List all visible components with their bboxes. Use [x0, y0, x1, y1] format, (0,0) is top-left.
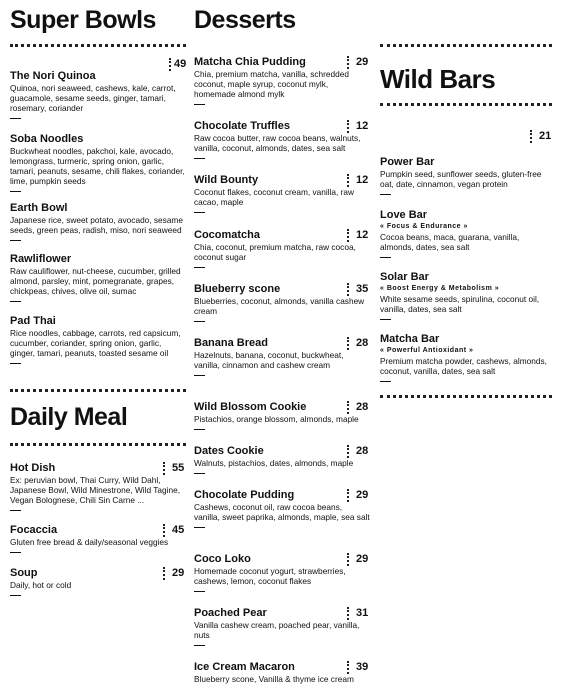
menu-item-power-bar [380, 156, 552, 195]
item-description: Daily, hot or cold [10, 580, 72, 590]
item-price: 29 [172, 567, 185, 579]
item-dash [10, 240, 21, 241]
item-description: Raw cocoa butter, raw cocoa beans, walnuts, vanilla, coconut, almonds, dates, sea salt [194, 133, 361, 153]
price-separator [347, 445, 349, 458]
item-description: Homemade coconut yogurt, strawberries, cashews, lemon, coconut flakes [194, 566, 346, 586]
menu-item-focaccia [10, 524, 186, 553]
item-description: Ex: peruvian bowl, Thai Curry, Wild Dahl, Japanese Bowl, Wild Minestrone, Wild Tagine, Vegan Bolognese, Chili Sin Carne ... [10, 475, 181, 505]
price-separator [347, 489, 349, 502]
item-dash [194, 429, 205, 430]
item-description: Cashews, coconut oil, raw cocoa beans, vanilla, sweet paprika, almonds, maple, sea salt [194, 502, 370, 522]
menu-item-solar-bar [380, 271, 552, 320]
price-separator [347, 661, 349, 674]
item-dash [194, 212, 205, 213]
price-separator [347, 56, 349, 69]
item-description: Gluten free bread & daily/seasonal veggies [10, 537, 169, 547]
item-description: Rice noodles, cabbage, carrots, red capsicum, cucumber, coriander, spring onion, garlic, ginger, tamari, peanuts, toasted sesame oil [10, 328, 181, 358]
price-separator [347, 607, 349, 620]
menu-item-chocolate-pudding [194, 489, 370, 528]
item-name: Ice Cream Macaron [194, 661, 295, 673]
item-dash [10, 191, 21, 192]
item-name: Rawliflower [10, 253, 72, 265]
item-price: 31 [356, 607, 369, 619]
item-description: White sesame seeds, spirulina, coconut oil, vanilla, dates, sea salt [380, 294, 540, 314]
item-price: 55 [172, 462, 185, 474]
item-dash [194, 158, 205, 159]
item-price: 28 [356, 445, 369, 457]
menu-item-blueberry-scone [194, 283, 370, 322]
item-price: 39 [356, 661, 369, 673]
item-dash [194, 645, 205, 646]
menu-item-love-bar [380, 209, 552, 258]
price-separator [347, 553, 349, 566]
item-description: Vanilla cashew cream, poached pear, vanilla, nuts [194, 620, 360, 640]
item-description: Quinoa, nori seaweed, cashews, kale, carrot, guacamole, sesame seeds, ginger, tamari, rosemary, coriander [10, 83, 176, 113]
item-name: Soup [10, 567, 38, 579]
item-description: Buckwheat noodles, pakchoi, kale, avocado, lemongrass, turmeric, spring onion, garlic, tamari, peanuts, sesame, chili flakes, coriander, lime, pumpkin seeds [10, 146, 185, 186]
item-name: Matcha Bar [380, 333, 440, 345]
item-dash [10, 510, 21, 511]
item-description: Walnuts, pistachios, dates, almonds, maple [194, 458, 354, 468]
wild-bars-price [380, 130, 552, 144]
menu-item-hot-dish [10, 462, 186, 511]
divider [380, 44, 552, 47]
section-title-wild-bars: Wild Bars [380, 64, 496, 94]
item-dash [380, 381, 391, 382]
item-name: Focaccia [10, 524, 58, 536]
item-description: Blueberries, coconut, almonds, vanilla cashew cream [194, 296, 365, 316]
section-title-daily-meal: Daily Meal [10, 403, 128, 431]
item-description: Chia, premium matcha, vanilla, schredded coconut, maple syrup, coconut mylk, homemade almond mylk [194, 69, 349, 99]
price-separator [347, 283, 349, 296]
menu-item-earth-bowl [10, 202, 186, 241]
item-dash [380, 257, 391, 258]
item-description: Blueberry scone, Vanilla & thyme ice cream [194, 674, 354, 684]
item-dash [10, 363, 21, 364]
price-separator [347, 229, 349, 242]
menu-item-banana-bread [194, 337, 370, 376]
item-price: 29 [356, 489, 369, 501]
menu-item-soba-noodles [10, 133, 186, 192]
item-dash [194, 104, 205, 105]
menu-item-wild-bounty [194, 174, 370, 213]
price: 49 [174, 58, 187, 70]
item-dash [10, 118, 21, 119]
price-separator [163, 462, 165, 475]
divider [10, 44, 186, 47]
menu-item-coco-loko [194, 553, 370, 592]
item-name: Poached Pear [194, 607, 267, 619]
price-separator [347, 401, 349, 414]
section-title-desserts: Desserts [194, 6, 296, 34]
item-price: 29 [356, 56, 369, 68]
item-name: Blueberry scone [194, 283, 281, 295]
item-description: Pumpkin seed, sunflower seeds, gluten-free oat, date, cinnamon, vegan protein [380, 169, 542, 189]
item-dash [194, 321, 205, 322]
item-description: Japanese rice, sweet potato, avocado, sesame seeds, green peas, radish, miso, nori seaweed [10, 215, 183, 235]
menu-item-chocolate-truffles [194, 120, 370, 159]
item-name: Soba Noodles [10, 133, 84, 145]
price-separator [347, 337, 349, 350]
section-title-super-bowls: Super Bowls [10, 6, 156, 34]
item-name: Earth Bowl [10, 202, 68, 214]
price-separator [347, 174, 349, 187]
item-name: Dates Cookie [194, 445, 264, 457]
menu-item-matcha-chia-pudding [194, 56, 370, 105]
item-name: Banana Bread [194, 337, 268, 349]
item-dash [380, 194, 391, 195]
item-description: Cocoa beans, maca, guarana, vanilla, almonds, dates, sea salt [380, 232, 520, 252]
item-price: 12 [356, 174, 369, 186]
divider [380, 395, 552, 398]
item-dash [10, 552, 21, 553]
menu-item-dates-cookie [194, 445, 370, 474]
menu-item-pad-thai [10, 315, 186, 364]
divider [380, 103, 552, 106]
menu-item-poached-pear [194, 607, 370, 646]
item-dash [194, 375, 205, 376]
item-dash [194, 527, 205, 528]
item-name: Wild Bounty [194, 174, 259, 186]
item-name: Power Bar [380, 156, 435, 168]
item-name: Cocomatcha [194, 229, 261, 241]
item-name: Chocolate Truffles [194, 120, 290, 132]
item-price: 29 [356, 553, 369, 565]
price-separator [163, 567, 165, 580]
menu-item-cocomatcha [194, 229, 370, 268]
menu-item-wild-blossom-cookie [194, 401, 370, 430]
item-dash [194, 591, 205, 592]
menu-item-ice-cream-macaron [194, 661, 370, 684]
price: 21 [539, 130, 552, 142]
price-separator [347, 120, 349, 133]
item-name: The Nori Quinoa [10, 70, 96, 82]
item-description: Raw cauliflower, nut-cheese, cucumber, grilled almond, parsley, mint, pomegranate, grapes, chickpeas, chives, olive oil, sumac [10, 266, 181, 296]
item-name: Love Bar [380, 209, 428, 221]
price-separator [163, 524, 165, 537]
item-price: 28 [356, 401, 369, 413]
item-name: Matcha Chia Pudding [194, 56, 306, 68]
menu-item-rawliflower [10, 253, 186, 302]
item-description: Premium matcha powder, cashews, almonds, coconut, vanilla, dates, sea salt [380, 356, 547, 376]
item-description: Chia, coconut, premium matcha, raw cocoa, coconut sugar [194, 242, 356, 262]
item-description: Coconut flakes, coconut cream, vanilla, raw cacao, maple [194, 187, 355, 207]
item-price: 12 [356, 120, 369, 132]
item-name: Solar Bar [380, 271, 429, 283]
item-tagline: « Powerful Antioxidant » [380, 347, 474, 354]
item-dash [10, 301, 21, 302]
item-name: Chocolate Pudding [194, 489, 295, 501]
item-price: 12 [356, 229, 369, 241]
item-description: Hazelnuts, banana, coconut, buckwheat, vanilla, cinnamon and cashew cream [194, 350, 344, 370]
item-price: 28 [356, 337, 369, 349]
item-name: Pad Thai [10, 315, 56, 327]
divider [10, 389, 186, 392]
menu-item-nori-quinoa [10, 70, 186, 119]
item-dash [194, 267, 205, 268]
item-dash [380, 319, 391, 320]
item-name: Hot Dish [10, 462, 56, 474]
menu-item-matcha-bar [380, 333, 552, 382]
item-description: Pistachios, orange blossom, almonds, maple [194, 414, 359, 424]
item-name: Coco Loko [194, 553, 251, 565]
item-tagline: « Focus & Endurance » [380, 223, 468, 230]
item-price: 45 [172, 524, 185, 536]
item-name: Wild Blossom Cookie [194, 401, 307, 413]
price-separator [530, 130, 532, 143]
menu-item-soup [10, 567, 186, 596]
item-price: 35 [356, 283, 369, 295]
divider [10, 443, 186, 446]
item-dash [10, 595, 21, 596]
item-tagline: « Boost Energy & Metabolism » [380, 285, 500, 292]
item-dash [194, 473, 205, 474]
